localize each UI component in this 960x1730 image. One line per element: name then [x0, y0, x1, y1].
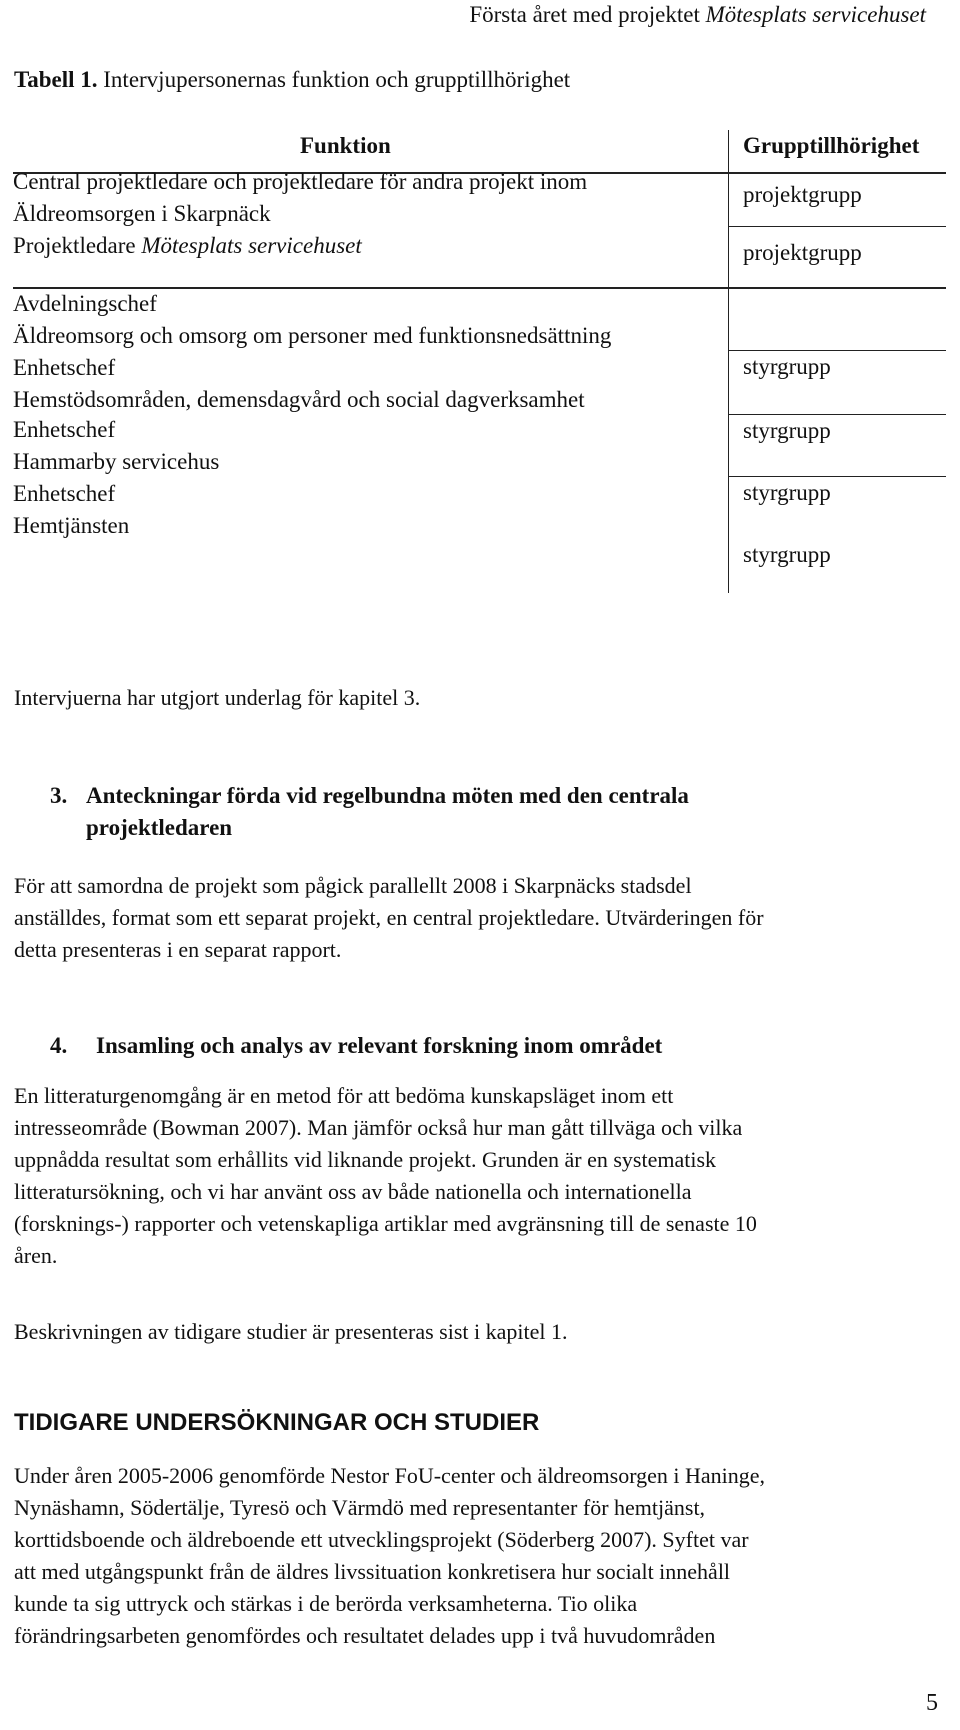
- paragraph-line: För att samordna de projekt som pågick parallellt 2008 i Skarpnäcks stadsdel: [14, 873, 692, 898]
- table-row-group: styrgrupp: [743, 354, 831, 379]
- paragraph-line: åren.: [14, 1243, 58, 1268]
- function-line: Äldreomsorgen i Skarpnäck: [13, 201, 271, 226]
- function-line: Central projektledare och projektledare för andra projekt inom: [13, 169, 588, 194]
- paragraph-line: förändringsarbeten genomfördes och resultatet delades upp i två huvudområden: [14, 1623, 716, 1648]
- function-text: Projektledare: [13, 233, 142, 258]
- paragraph-line: Beskrivningen av tidigare studier är presenteras sist i kapitel 1.: [14, 1319, 568, 1344]
- paragraph-line: En litteraturgenomgång är en metod för att bedöma kunskapsläget inom ett: [14, 1083, 674, 1108]
- paragraph-line: litteratursökning, och vi har använt oss av både nationella och internationella: [14, 1179, 692, 1204]
- function-line: Avdelningschef: [13, 291, 157, 316]
- paragraph-line: Nynäshamn, Södertälje, Tyresö och Värmdö med representanter för hemtjänst,: [14, 1495, 706, 1520]
- paragraph-line: kunde ta sig uttryck och stärkas i de berörda verksamheterna. Tio olika: [14, 1591, 638, 1616]
- running-header-text: Första året med projektet: [469, 2, 706, 27]
- row-rule: [728, 476, 946, 477]
- table-row-group: styrgrupp: [743, 480, 831, 505]
- table-row-function: [13, 230, 362, 262]
- paragraph-line: att med utgångspunkt från de äldres livssituation konkretisera hur socialt innehåll: [14, 1559, 731, 1584]
- table-row-group: projektgrupp: [743, 182, 862, 207]
- section-3-number: 3.: [50, 783, 68, 808]
- table-row-group: styrgrupp: [743, 418, 831, 443]
- section-4-title: Insamling och analys av relevant forskning inom området: [96, 1033, 663, 1058]
- section-4-body: [14, 1080, 944, 1272]
- table-row-group: projektgrupp: [743, 240, 862, 265]
- column-header-function: Funktion: [300, 133, 391, 158]
- section-4-followup: [14, 1316, 944, 1348]
- paragraph-line: uppnådda resultat som erhållits vid liknande projekt. Grunden är en systematisk: [14, 1147, 717, 1172]
- function-line: Enhetschef: [13, 481, 116, 506]
- column-divider: [728, 130, 729, 593]
- paragraph-line: intresseområde (Bowman 2007). Man jämför också hur man gått tillväga och vilka: [14, 1115, 743, 1140]
- function-line: Hemtjänsten: [13, 513, 130, 538]
- table-row-function: [13, 352, 585, 416]
- heading-line: projektledaren: [86, 815, 233, 840]
- row-rule: [728, 350, 946, 351]
- column-header-group: Grupptillhörighet: [743, 133, 920, 158]
- table-followup-text: [14, 682, 944, 714]
- section-3-body: [14, 870, 944, 966]
- function-italic: Mötesplats servicehuset: [141, 233, 362, 258]
- function-line: Hemstödsområden, demensdagvård och social dagverksamhet: [13, 387, 585, 412]
- function-line: [13, 230, 362, 262]
- function-line: Äldreomsorg och omsorg om personer med funktionsnedsättning: [13, 323, 612, 348]
- paragraph-line: korttidsboende och äldreboende ett utvecklingsprojekt (Söderberg 2007). Syftet var: [14, 1527, 749, 1552]
- paragraph-line: Intervjuerna har utgjort underlag för kapitel 3.: [14, 685, 421, 710]
- running-header-italic: Mötesplats servicehuset: [705, 2, 926, 27]
- section-3-title: [86, 780, 689, 844]
- running-header: [469, 2, 926, 28]
- heading-line: Anteckningar förda vid regelbundna möten med den centrala: [86, 783, 689, 808]
- page-number: 5: [926, 1690, 938, 1716]
- table-caption-label: Tabell 1.: [14, 67, 98, 92]
- paragraph-line: anställdes, format som ett separat projekt, en central projektledare. Utvärderingen för: [14, 905, 764, 930]
- function-line: Enhetschef: [13, 417, 116, 442]
- function-line: Enhetschef: [13, 355, 116, 380]
- table-row-function: [13, 478, 129, 542]
- paragraph-line: detta presenteras i en separat rapport.: [14, 937, 342, 962]
- table-row-group: styrgrupp: [743, 542, 831, 567]
- paragraph-line: (forsknings-) rapporter och vetenskapliga artiklar med avgränsning till de senaste 10: [14, 1211, 757, 1236]
- table-caption: [14, 67, 570, 93]
- function-line: Hammarby servicehus: [13, 449, 220, 474]
- table-row-function: [13, 166, 587, 230]
- table-row-function: [13, 414, 219, 478]
- table-caption-text: Intervjupersonernas funktion och grupptillhörighet: [97, 67, 571, 92]
- section-4-number: 4.: [50, 1033, 68, 1058]
- row-rule: [728, 414, 946, 415]
- paragraph-line: Under åren 2005-2006 genomförde Nestor FoU-center och äldreomsorgen i Haninge,: [14, 1463, 766, 1488]
- prior-studies-heading: TIDIGARE UNDERSÖKNINGAR OCH STUDIER: [14, 1409, 540, 1436]
- prior-studies-body: [14, 1460, 944, 1652]
- row-rule: [728, 226, 946, 227]
- table-row-function: [13, 288, 611, 352]
